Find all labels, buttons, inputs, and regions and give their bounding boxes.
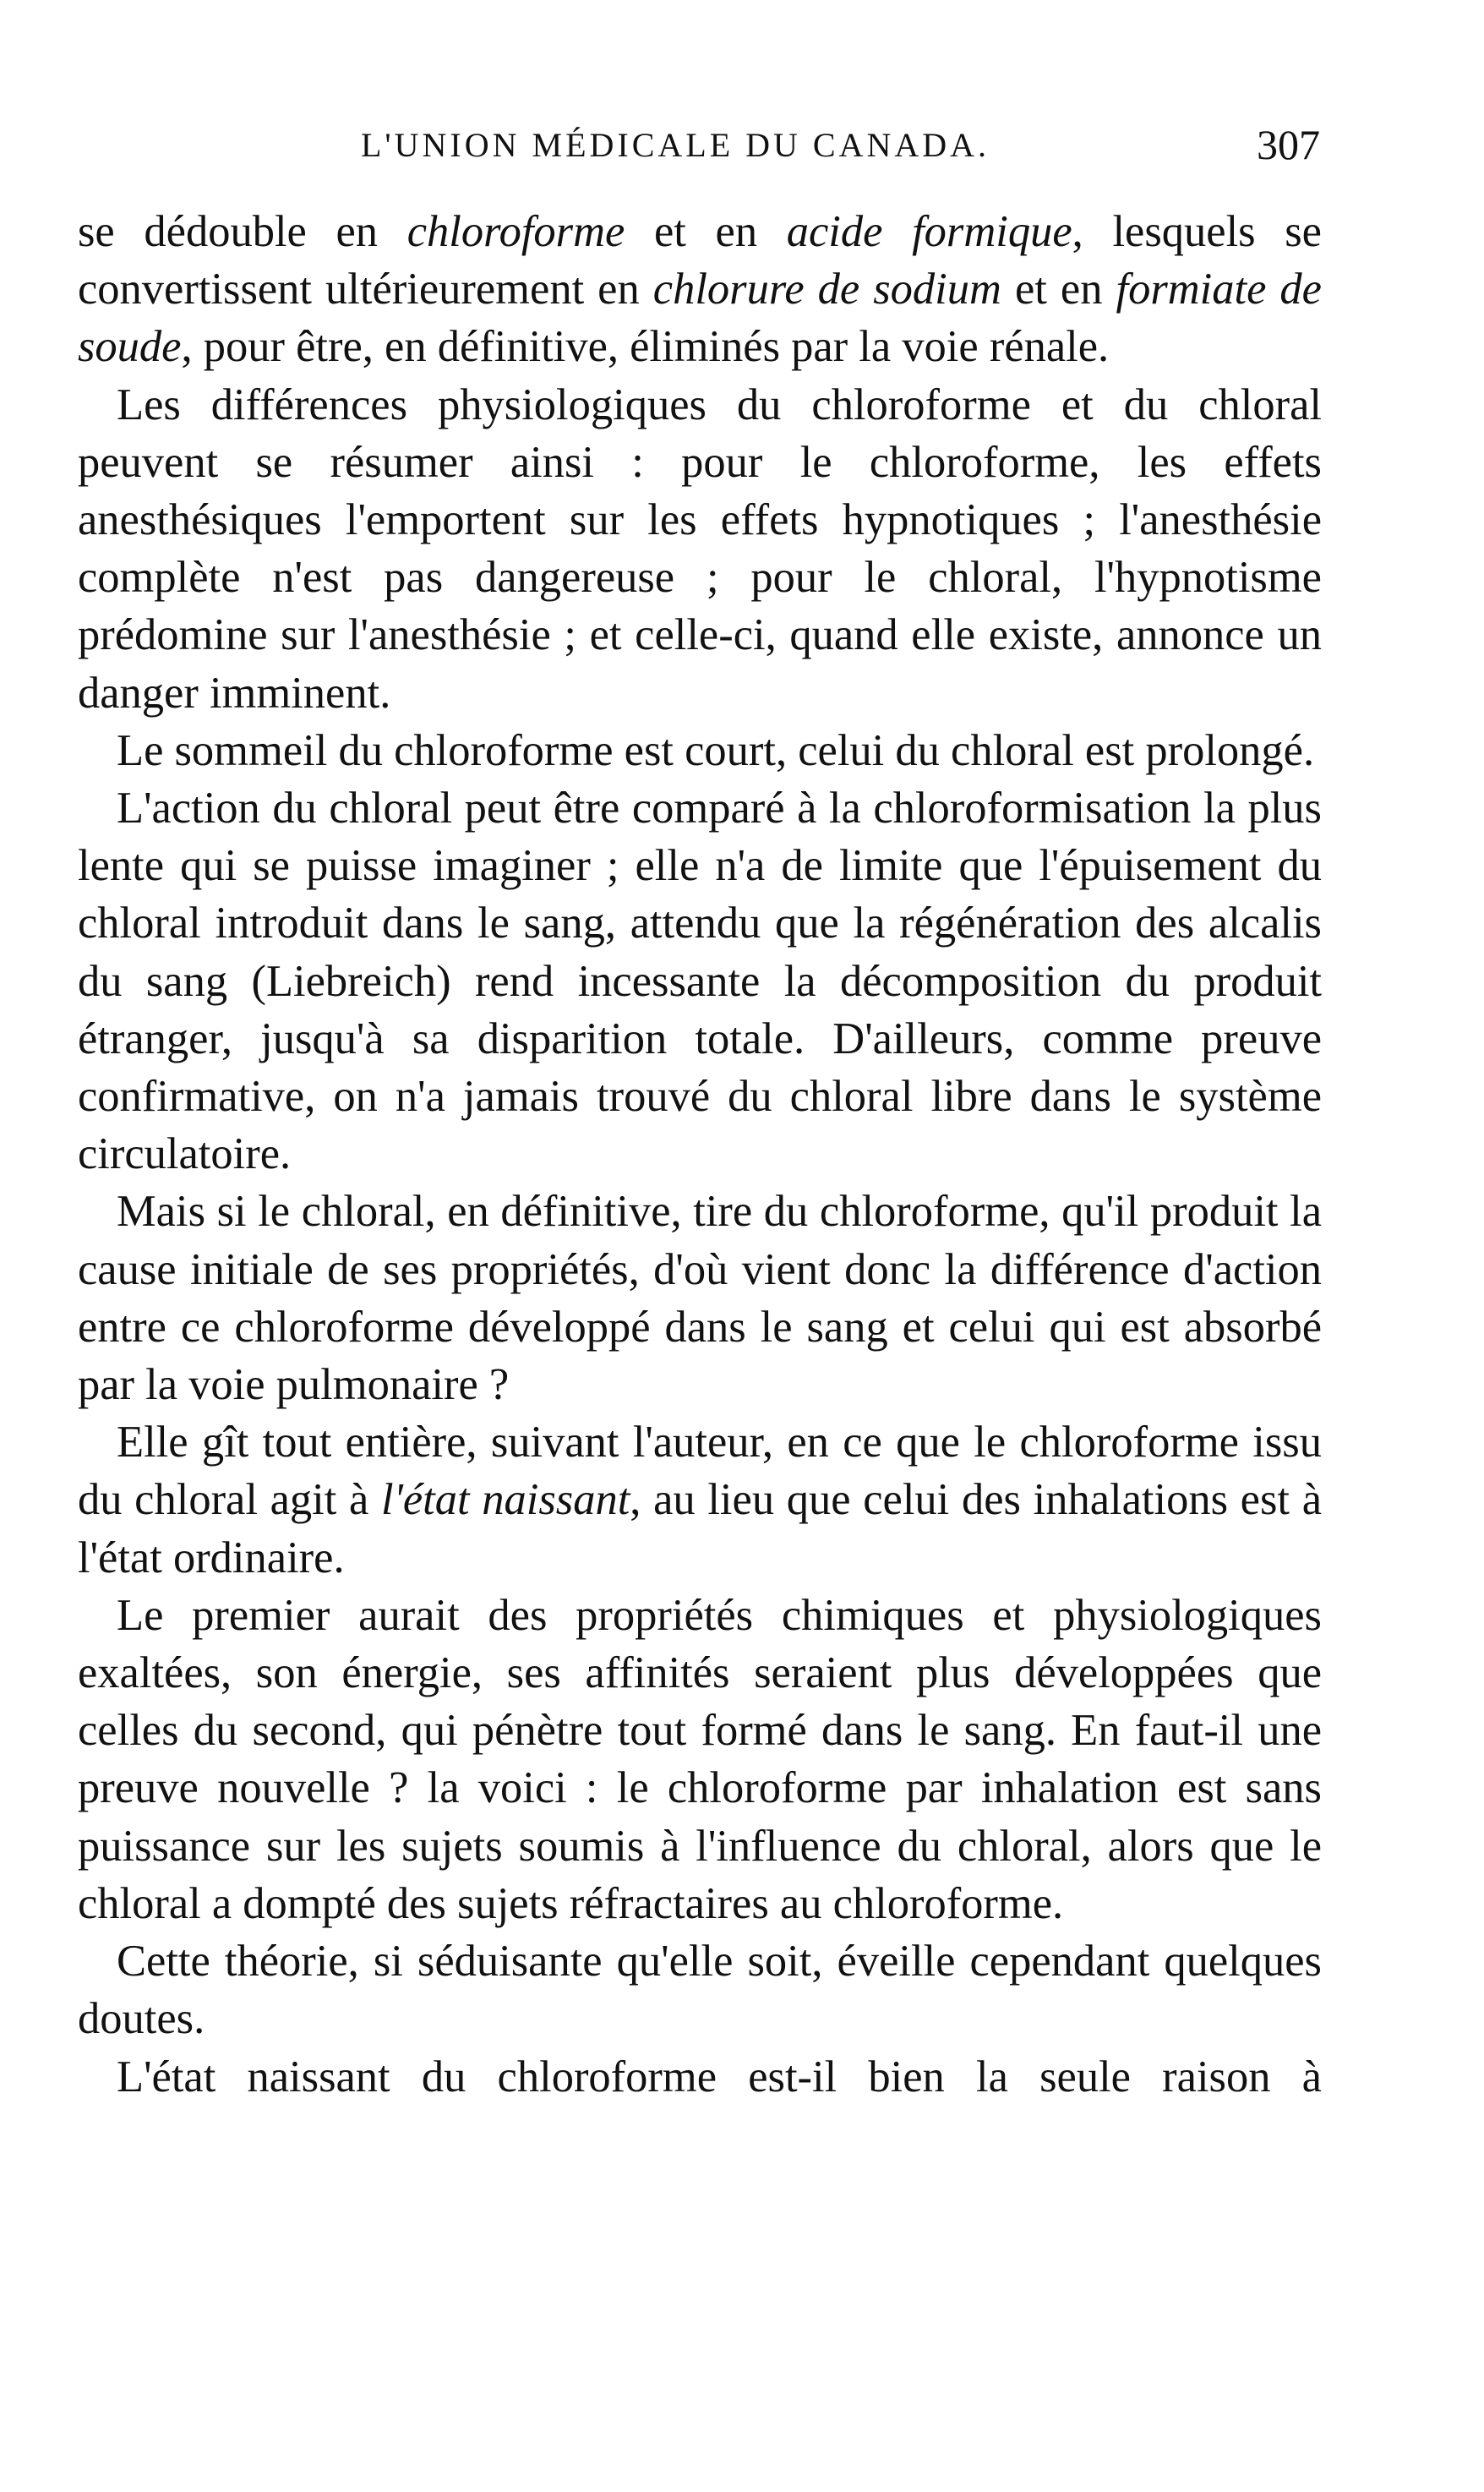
paragraph: [78, 722, 1322, 779]
text-segment: Le sommeil du chloroforme est court, celui du chloral est prolongé.: [117, 725, 1315, 775]
text-segment: Les différences physiologiques du chloroforme et du chloral peuvent se résumer ainsi : pour le chloroforme, les effets anesthésiques l'emportent sur les effets hypnotiques ; l'anesthésie complète n'est pas dangereuse ; pour le chloral, l'hypnotisme prédomine sur l'anesthésie ; et celle-ci, quand elle existe, annonce un danger imminent.: [78, 380, 1322, 718]
paragraph: [78, 203, 1322, 376]
paragraph: [78, 779, 1322, 1183]
text-segment: L'action du chloral peut être comparé à la chloroformisation la plus lente qui se puisse imaginer ; elle n'a de limite que l'épuisement du chloral introduit dans le sang, attendu que la régénération des alcalis du sang (Liebreich) rend incessante la décomposition du produit étranger, jusqu'à sa disparition totale. D'ailleurs, comme preuve confirmative, on n'a jamais trouvé du chloral libre dans le système circulatoire.: [78, 784, 1322, 1179]
paragraph: [78, 1932, 1322, 2047]
text-segment: Mais si le chloral, en définitive, tire du chloroforme, qu'il produit la cause initiale de ses propriétés, d'où vient donc la différence d'action entre ce chloroforme développé dans le sang et celui qui est absorbé par la voie pulmonaire ?: [78, 1187, 1322, 1410]
text-segment: et en: [1001, 265, 1116, 314]
paragraph: [78, 1413, 1322, 1587]
text-segment: L'état naissant du chloroforme est-il bien la seule raison à: [117, 2052, 1322, 2101]
paragraph: [78, 2048, 1322, 2106]
paragraph: [78, 1587, 1322, 1932]
italic-text: acide formique: [786, 207, 1072, 256]
italic-text: chloroforme: [406, 207, 625, 256]
italic-text: l'état naissant: [381, 1475, 630, 1525]
text-segment: , lesquels se convertissent ultérieurement en: [78, 207, 1322, 314]
text-segment: se dédouble en: [78, 207, 407, 256]
text-segment: Elle gît tout entière, suivant l'auteur, en ce que le chloroforme issu du chloral agit à: [78, 1418, 1322, 1525]
text-segment: , au lieu que celui des inhalations est à l'état ordinaire.: [78, 1475, 1322, 1582]
text-segment: , pour être, en définitive, éliminés par la voie rénale.: [181, 322, 1110, 372]
page-header: [78, 121, 1320, 176]
running-title: L'UNION MÉDICALE DU CANADA.: [361, 126, 990, 164]
text-segment: et en: [625, 207, 787, 256]
text-segment: Cette théorie, si séduisante qu'elle soit, éveille cependant quelques doutes.: [78, 1937, 1322, 2044]
text-segment: Le premier aurait des propriétés chimiques et physiologiques exaltées, son énergie, ses affinités seraient plus développées que celles du second, qui pénètre tout formé dans le sang. En faut-il une preuve nouvelle ? la voici : le chloroforme par inhalation est sans puissance sur les sujets soumis à l'influence du chloral, alors que le chloral a dompté des sujets réfractaires au chloroforme.: [78, 1590, 1322, 1928]
paragraph: [78, 376, 1322, 722]
page-number: 307: [1257, 121, 1320, 168]
italic-text: formiate de soude: [78, 265, 1322, 372]
body-text: [78, 203, 1322, 2106]
italic-text: chlorure de sodium: [652, 265, 1001, 314]
paragraph: [78, 1183, 1322, 1413]
